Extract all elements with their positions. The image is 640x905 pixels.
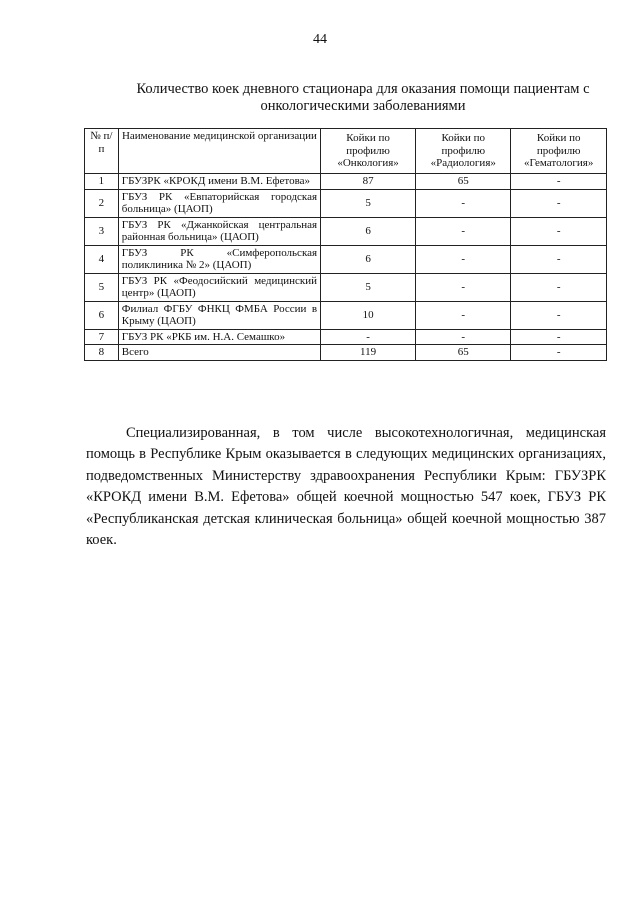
- row-hematology: -: [511, 329, 607, 345]
- row-num: 6: [85, 301, 119, 329]
- row-oncology: 6: [321, 245, 416, 273]
- row-oncology: 119: [321, 345, 416, 361]
- row-hematology: -: [511, 217, 607, 245]
- row-num: 3: [85, 217, 119, 245]
- table-row: [85, 217, 607, 245]
- row-num: 2: [85, 189, 119, 217]
- table-row: [85, 329, 607, 345]
- row-hematology: -: [511, 189, 607, 217]
- header-num: № п/п: [85, 129, 119, 174]
- row-organization: ГБУЗ РК «Феодосийский медицинский центр» (ЦАОП): [118, 273, 320, 301]
- row-num: 8: [85, 345, 119, 361]
- row-radiology: -: [416, 273, 511, 301]
- header-organization: Наименование медицинской организации: [118, 129, 320, 174]
- table-header-row: [85, 129, 607, 174]
- page-number: 44: [313, 32, 327, 47]
- row-organization: ГБУЗ РК «Симферопольская поликлиника № 2» (ЦАОП): [118, 245, 320, 273]
- row-num: 4: [85, 245, 119, 273]
- row-hematology: -: [511, 301, 607, 329]
- table-row: [85, 301, 607, 329]
- row-organization: ГБУЗ РК «Евпаторийская городская больница» (ЦАОП): [118, 189, 320, 217]
- header-hematology: Койки по профилю «Гематология»: [511, 129, 607, 174]
- row-oncology: -: [321, 329, 416, 345]
- row-oncology: 87: [321, 174, 416, 190]
- row-radiology: 65: [416, 174, 511, 190]
- row-num: 1: [85, 174, 119, 190]
- row-organization: ГБУЗ РК «РКБ им. Н.А. Семашко»: [118, 329, 320, 345]
- beds-table: [84, 128, 607, 361]
- row-organization: Филиал ФГБУ ФНКЦ ФМБА России в Крыму (ЦАОП): [118, 301, 320, 329]
- row-radiology: 65: [416, 345, 511, 361]
- row-hematology: -: [511, 245, 607, 273]
- row-radiology: -: [416, 329, 511, 345]
- row-oncology: 5: [321, 273, 416, 301]
- header-oncology: Койки по профилю «Онкология»: [321, 129, 416, 174]
- row-num: 7: [85, 329, 119, 345]
- row-organization: ГБУЗРК «КРОКД имени В.М. Ефетова»: [118, 174, 320, 190]
- row-radiology: -: [416, 217, 511, 245]
- row-oncology: 5: [321, 189, 416, 217]
- header-radiology: Койки по профилю «Радиология»: [416, 129, 511, 174]
- row-organization: Всего: [118, 345, 320, 361]
- row-oncology: 10: [321, 301, 416, 329]
- table-row: [85, 245, 607, 273]
- row-organization: ГБУЗ РК «Джанкойская центральная районная больница» (ЦАОП): [118, 217, 320, 245]
- table-total-row: [85, 345, 607, 361]
- row-num: 5: [85, 273, 119, 301]
- row-oncology: 6: [321, 217, 416, 245]
- body-paragraph: Специализированная, в том числе высокотехнологичная, медицинская помощь в Республике Крым оказывается в следующих медицинских организациях, подведомственных Министерству здравоохранения Республики Крым: ГБУЗРК «КРОКД имени В.М. Ефетова» общей коечной мощностью 547 коек, ГБУЗ РК «Республиканская детская клиническая больница» общей коечной мощностью 387 коек.: [86, 424, 606, 548]
- table-row: [85, 174, 607, 190]
- row-radiology: -: [416, 189, 511, 217]
- table-row: [85, 273, 607, 301]
- row-radiology: -: [416, 245, 511, 273]
- row-radiology: -: [416, 301, 511, 329]
- table-row: [85, 189, 607, 217]
- row-hematology: -: [511, 345, 607, 361]
- row-hematology: -: [511, 273, 607, 301]
- row-hematology: -: [511, 174, 607, 190]
- table-title: Количество коек дневного стационара для оказания помощи пациентам с онкологическими заболеваниями: [136, 81, 590, 114]
